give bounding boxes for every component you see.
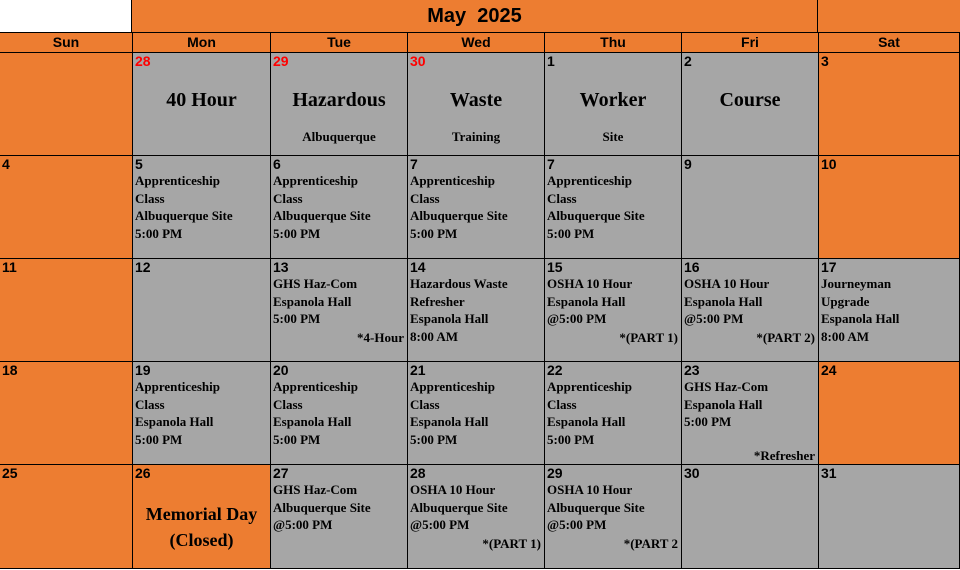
event-line: 8:00 AM	[410, 328, 459, 344]
event-line: Upgrade	[821, 293, 870, 309]
day-cell[interactable]	[545, 53, 682, 156]
week-row-2	[0, 156, 960, 259]
event-line: GHS Haz-Com	[273, 276, 358, 291]
day-cell[interactable]	[408, 465, 545, 569]
event-line: 5:00 PM	[273, 311, 321, 326]
calendar-title: May 2025	[132, 0, 818, 33]
weekday-wed: Wed	[408, 33, 545, 53]
event-line: GHS Haz-Com	[684, 379, 769, 394]
day-cell[interactable]	[271, 259, 408, 362]
day-cell[interactable]	[271, 465, 408, 569]
event-line: OSHA 10 Hour	[684, 276, 770, 291]
day-cell[interactable]	[408, 156, 545, 259]
day-number: 16	[684, 259, 700, 275]
day-cell[interactable]	[271, 156, 408, 259]
day-number: 30	[684, 465, 700, 481]
day-cell[interactable]	[682, 362, 819, 465]
event-note: *Refresher	[753, 448, 815, 463]
event-line: Espanola Hall	[547, 293, 626, 309]
day-number: 24	[821, 362, 837, 378]
day-number: 9	[684, 156, 692, 172]
event-line: Class	[135, 190, 165, 206]
event-line: Apprenticeship	[410, 379, 495, 394]
event-line: Class	[273, 396, 303, 412]
day-cell[interactable]	[819, 362, 960, 465]
event-line: Class	[410, 396, 440, 412]
weekday-sat: Sat	[819, 33, 960, 53]
banner-word: Worker	[579, 89, 647, 111]
day-number: 30	[410, 53, 426, 69]
day-number: 22	[547, 362, 563, 378]
event-line: Apprenticeship	[273, 173, 358, 188]
event-line: Espanola Hall	[273, 414, 352, 429]
event-text	[135, 378, 220, 448]
event-line: @5:00 PM	[684, 311, 744, 326]
banner-word: Waste	[449, 89, 503, 111]
day-number: 15	[547, 259, 563, 275]
day-number: 4	[2, 156, 10, 172]
banner-word: Course	[719, 89, 781, 111]
day-number: 2	[684, 53, 692, 69]
day-number: 3	[821, 53, 829, 69]
day-cell[interactable]	[271, 53, 408, 156]
event-line: Espanola Hall	[684, 396, 763, 412]
event-line: OSHA 10 Hour	[547, 276, 633, 291]
event-line: Espanola Hall	[273, 293, 352, 309]
day-number: 29	[273, 53, 289, 69]
day-cell[interactable]	[408, 259, 545, 362]
day-cell[interactable]	[133, 53, 271, 156]
day-cell[interactable]	[545, 259, 682, 362]
event-line: Espanola Hall	[135, 414, 214, 429]
day-cell[interactable]	[819, 259, 960, 362]
day-cell[interactable]	[545, 362, 682, 465]
event-line: Albuquerque Site	[547, 208, 645, 223]
day-number: 28	[135, 53, 151, 69]
day-number: 7	[410, 156, 418, 172]
day-cell[interactable]	[408, 362, 545, 465]
event-line: @5:00 PM	[547, 517, 607, 532]
banner-word: 40 Hour	[166, 89, 237, 111]
event-line: Albuquerque Site	[547, 499, 645, 515]
weekday-fri: Fri	[682, 33, 819, 53]
day-cell[interactable]	[545, 156, 682, 259]
week-row-5	[0, 465, 960, 569]
event-line: Apprenticeship	[135, 379, 220, 394]
day-number: 28	[410, 465, 426, 481]
day-cell[interactable]	[819, 465, 960, 569]
week-row-4	[0, 362, 960, 465]
event-line: Apprenticeship	[547, 173, 632, 188]
event-line: 5:00 PM	[273, 225, 321, 241]
event-line: 5:00 PM	[135, 431, 183, 447]
day-number: 29	[547, 465, 563, 481]
event-line: Espanola Hall	[821, 311, 900, 326]
day-cell[interactable]	[682, 465, 819, 569]
weekday-header-row	[0, 33, 960, 53]
day-number: 26	[135, 465, 151, 481]
event-text	[135, 172, 233, 242]
day-number: 7	[547, 156, 555, 172]
event-line: 5:00 PM	[547, 225, 595, 241]
day-cell[interactable]	[133, 465, 271, 569]
day-number: 5	[135, 156, 143, 172]
day-cell[interactable]	[0, 465, 133, 569]
banner-subword: Site	[602, 129, 624, 144]
event-line: Class	[135, 396, 165, 412]
week-row-3	[0, 259, 960, 362]
day-cell[interactable]	[682, 156, 819, 259]
day-number: 6	[273, 156, 281, 172]
day-cell[interactable]	[682, 53, 819, 156]
event-line: Albuquerque Site	[273, 208, 371, 223]
day-number: 10	[821, 156, 837, 172]
title-right-blank	[818, 0, 960, 33]
event-text	[547, 481, 645, 534]
event-line: Espanola Hall	[410, 311, 489, 326]
event-line: 5:00 PM	[410, 225, 458, 241]
day-number: 25	[2, 465, 18, 481]
event-text	[273, 275, 357, 328]
event-line: Apprenticeship	[135, 173, 220, 188]
event-line: Albuquerque Site	[410, 499, 508, 515]
event-line: 5:00 PM	[547, 431, 595, 447]
event-line: Class	[273, 190, 303, 206]
event-line: Refresher	[410, 293, 465, 309]
event-text	[410, 275, 508, 345]
day-cell[interactable]	[819, 156, 960, 259]
day-number: 18	[2, 362, 18, 378]
event-note: *4-Hour	[357, 330, 404, 345]
event-line: 5:00 PM	[273, 431, 321, 447]
event-note: *(PART 2)	[756, 330, 815, 345]
event-text	[547, 275, 632, 328]
banner-word: Hazardous	[292, 89, 386, 111]
day-number: 20	[273, 362, 289, 378]
day-cell[interactable]	[271, 362, 408, 465]
event-text	[273, 378, 358, 448]
day-number: 12	[135, 259, 151, 275]
day-cell[interactable]	[0, 53, 133, 156]
event-text	[410, 172, 508, 242]
event-line: Class	[410, 190, 440, 206]
day-cell[interactable]	[0, 362, 133, 465]
event-line: Albuquerque Site	[410, 208, 508, 223]
event-text	[273, 172, 371, 242]
day-number: 13	[273, 259, 289, 275]
day-cell[interactable]	[133, 156, 271, 259]
day-number: 31	[821, 465, 837, 481]
holiday-status: (Closed)	[169, 530, 234, 550]
title-row	[0, 0, 960, 33]
event-line: Espanola Hall	[547, 414, 626, 429]
holiday-text	[133, 501, 270, 553]
event-line: Hazardous Waste	[410, 276, 508, 291]
weekday-tue: Tue	[271, 33, 408, 53]
day-number: 17	[821, 259, 837, 275]
day-cell[interactable]	[682, 259, 819, 362]
event-line: @5:00 PM	[547, 311, 607, 326]
day-cell[interactable]	[819, 53, 960, 156]
day-cell[interactable]	[545, 465, 682, 569]
event-text	[684, 275, 769, 328]
day-cell[interactable]	[133, 362, 271, 465]
day-number: 14	[410, 259, 426, 275]
day-number: 1	[547, 53, 555, 69]
week-row-1	[0, 53, 960, 156]
event-line: Apprenticeship	[273, 379, 358, 394]
weekday-sun: Sun	[0, 33, 133, 53]
event-line: 8:00 AM	[821, 328, 870, 344]
event-line: Apprenticeship	[547, 379, 632, 394]
event-line: @5:00 PM	[273, 517, 333, 532]
event-line: 5:00 PM	[135, 225, 183, 241]
event-text	[821, 275, 899, 345]
event-note: *(PART 2	[623, 536, 678, 551]
event-note: *(PART 1)	[482, 536, 541, 551]
event-text	[410, 378, 495, 448]
event-line: GHS Haz-Com	[273, 482, 358, 497]
event-line: OSHA 10 Hour	[410, 482, 496, 497]
banner-subword: Training	[451, 129, 501, 144]
weekday-thu: Thu	[545, 33, 682, 53]
event-line: 5:00 PM	[410, 431, 458, 447]
event-line: Espanola Hall	[410, 414, 489, 429]
event-text	[410, 481, 508, 534]
weekday-mon: Mon	[133, 33, 271, 53]
day-number: 23	[684, 362, 700, 378]
day-number: 19	[135, 362, 151, 378]
event-line: Class	[547, 396, 577, 412]
event-line: @5:00 PM	[410, 517, 470, 532]
event-line: Apprenticeship	[410, 173, 495, 188]
event-line: Class	[547, 190, 577, 206]
event-line: Journeyman	[821, 276, 892, 291]
day-number: 27	[273, 465, 289, 481]
day-number: 21	[410, 362, 426, 378]
day-number: 11	[2, 259, 17, 275]
event-text	[684, 378, 768, 431]
title-left-blank	[0, 0, 132, 33]
event-note: *(PART 1)	[619, 330, 678, 345]
banner-subword: Albuquerque	[302, 129, 376, 144]
event-line: Albuquerque Site	[135, 208, 233, 223]
day-cell[interactable]	[0, 156, 133, 259]
day-cell[interactable]	[133, 259, 271, 362]
holiday-name: Memorial Day	[145, 504, 258, 524]
day-cell[interactable]	[408, 53, 545, 156]
event-text	[547, 378, 632, 448]
event-line: 5:00 PM	[684, 414, 732, 429]
day-cell[interactable]	[0, 259, 133, 362]
event-line: Albuquerque Site	[273, 499, 371, 515]
event-text	[273, 481, 371, 534]
event-text	[547, 172, 645, 242]
event-line: Espanola Hall	[684, 293, 763, 309]
event-line: OSHA 10 Hour	[547, 482, 633, 497]
